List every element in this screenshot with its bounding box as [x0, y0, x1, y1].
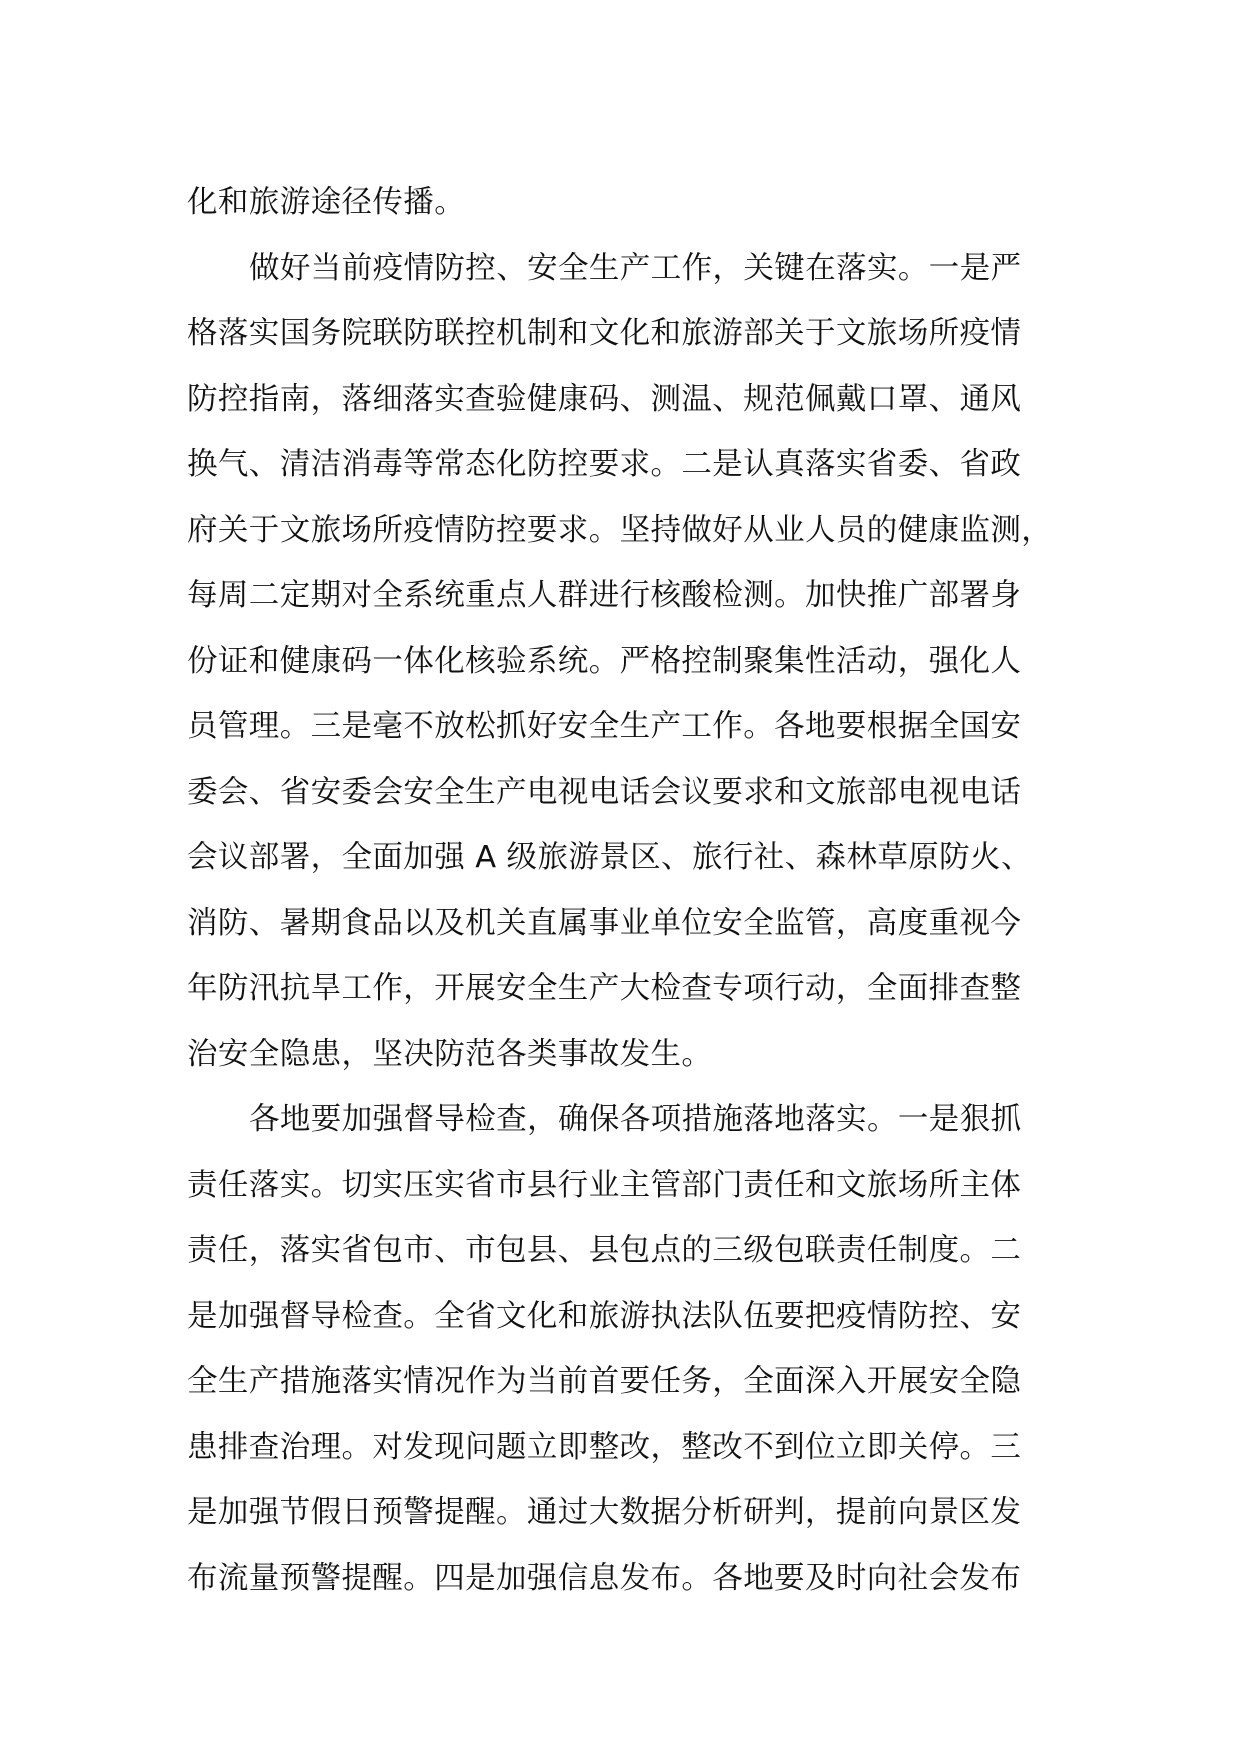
paragraph-first-line: 做好当前疫情防控、安全生产工作，关键在落实。一是严	[249, 250, 1022, 286]
text-line: 消防、暑期食品以及机关直属事业单位安全监管，高度重视今	[187, 905, 1022, 941]
document-body	[187, 170, 1067, 1611]
text-line: 责任落实。切实压实省市县行业主管部门责任和文旅场所主体	[187, 1167, 1022, 1203]
text-line: 员管理。三是毫不放松抓好安全生产工作。各地要根据全国安	[187, 709, 1022, 744]
text-line: 是加强督导检查。全省文化和旅游执法队伍要把疫情防控、安	[187, 1298, 1022, 1334]
text-line: 布流量预警提醒。四是加强信息发布。各地要及时向社会发布	[187, 1560, 1022, 1596]
text-line: 份证和健康码一体化核验系统。严格控制聚集性活动，强化人	[187, 643, 1022, 679]
text-line: 全生产措施落实情况作为当前首要任务，全面深入开展安全隐	[187, 1364, 1022, 1399]
text-line: 年防汛抗旱工作，开展安全生产大检查专项行动，全面排查整	[187, 971, 1022, 1006]
text-line: 治安全隐患，坚决防范各类事故发生。	[187, 1036, 713, 1072]
text-line: 防控指南，落细落实查验健康码、测温、规范佩戴口罩、通风	[187, 381, 1022, 417]
text-line: 委会、省安委会安全生产电视电话会议要求和文旅部电视电话	[187, 774, 1022, 810]
paragraph-first-line: 各地要加强督导检查，确保各项措施落地落实。一是狠抓	[249, 1102, 1022, 1137]
text-line: 是加强节假日预警提醒。通过大数据分析研判，提前向景区发	[187, 1495, 1022, 1530]
text-line: 每周二定期对全系统重点人群进行核酸检测。加快推广部署身	[187, 578, 1022, 613]
text-line: 化和旅游途径传播。	[187, 185, 466, 220]
text-line: 责任，落实省包市、市包县、县包点的三级包联责任制度。二	[187, 1233, 1022, 1268]
text-line: 换气、清洁消毒等常态化防控要求。二是认真落实省委、省政	[187, 447, 1022, 482]
text-line: 府关于文旅场所疫情防控要求。坚持做好从业人员的健康监测，	[187, 512, 1053, 548]
text-line: 会议部署，全面加强 A 级旅游景区、旅行社、森林草原防火、	[187, 840, 1032, 875]
text-line: 格落实国务院联防联控机制和文化和旅游部关于文旅场所疫情	[187, 316, 1022, 351]
text-line: 患排查治理。对发现问题立即整改，整改不到位立即关停。三	[187, 1429, 1022, 1465]
